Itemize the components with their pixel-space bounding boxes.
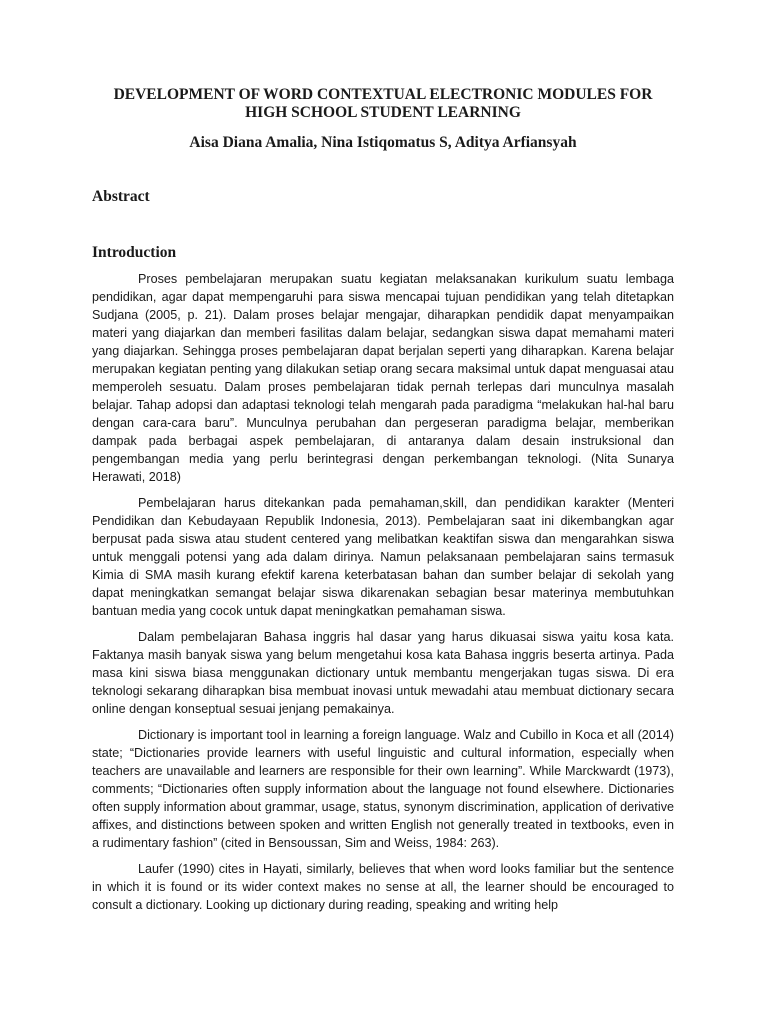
paragraph: Laufer (1990) cites in Hayati, similarly, believes that when word looks familiar but the sentence in which it is found or its wider context makes no sense at all, the learner should be encouraged to consult a dictionary. Looking up dictionary during reading, speaking and writing help bbox=[92, 862, 674, 912]
paper-title-line-2: HIGH SCHOOL STUDENT LEARNING bbox=[245, 104, 521, 121]
paper-authors: Aisa Diana Amalia, Nina Istiqomatus S, Aditya Arfiansyah bbox=[189, 134, 577, 151]
abstract-heading: Abstract bbox=[92, 188, 150, 205]
introduction-heading: Introduction bbox=[92, 244, 177, 261]
paragraph: Dictionary is important tool in learning a foreign language. Walz and Cubillo in Koca et all (2014) state; “Dictionaries provide learners with useful linguistic and cultural information, especially when teachers are unavailable and learners are responsible for their own learning”. While Marckwardt (1973), comments; “Dictionaries often supply information about the language not found elsewhere. Dictionaries often supply information about grammar, usage, status, synonym discrimination, application of derivative affixes, and distinctions between spoken and written English not generally treated in textbooks, even in a rudimentary fashion” (cited in Bensoussan, Sim and Weiss, 1984: 263). bbox=[92, 728, 674, 850]
paragraph: Pembelajaran harus ditekankan pada pemahaman,skill, dan pendidikan karakter (Menteri Pendidikan dan Kebudayaan Republik Indonesia, 2013). Pembelajaran saat ini dikembangkan agar berpusat pada siswa atau student centered yang melibatkan keaktifan siswa dan mengarahkan siswa untuk menggali potensi yang ada dalam dirinya. Namun pelaksanaan pembelajaran sains termasuk Kimia di SMA masih kurang efektif karena keterbatasan bahan dan sumber belajar di sekolah yang dapat meningkatkan semangat belajar siswa dikarenakan sebagian besar materinya membutuhkan bantuan media yang cocok untuk dapat meningkatkan pemahaman siswa. bbox=[92, 496, 674, 618]
introduction-body bbox=[92, 270, 674, 914]
paragraph: Proses pembelajaran merupakan suatu kegiatan melaksanakan kurikulum suatu lembaga pendidikan, agar dapat mempengaruhi para siswa mencapai tujuan pendidikan yang telah ditetapkan Sudjana (2005, p. 21). Dalam proses belajar mengajar, diharapkan pendidik dapat menyampaikan materi yang diajarkan dan memberi fasilitas dalam belajar, sedangkan siswa dapat memahami materi yang diajarkan. Sehingga proses pembelajaran dapat berjalan seperti yang diharapkan. Karena belajar merupakan kegiatan penting yang dilakukan setiap orang secara maksimal untuk dapat menguasai atau memperoleh sesuatu. Dalam proses pembelajaran tidak pernah terlepas dari munculnya masalah belajar. Tahap adopsi dan adaptasi teknologi telah mengarah pada paradigma “melakukan hal-hal baru dengan cara-cara baru”. Munculnya perubahan dan pergeseran paradigma belajar, memberikan dampak pada berbagai aspek pembelajaran, di antaranya dalam desain instruksional dan pengembangan media yang perlu berintegrasi dengan perkembangan teknologi. (Nita Sunarya Herawati, 2018) bbox=[92, 272, 674, 484]
paper-title-line-1: DEVELOPMENT OF WORD CONTEXTUAL ELECTRONIC MODULES FOR bbox=[113, 86, 653, 103]
document-page bbox=[92, 86, 674, 922]
paper-title bbox=[92, 86, 674, 122]
paragraph: Dalam pembelajaran Bahasa inggris hal dasar yang harus dikuasai siswa yaitu kosa kata. Faktanya masih banyak siswa yang belum mengetahui kosa kata Bahasa inggris beserta artinya. Pada masa kini siswa biasa menggunakan dictionary untuk membantu mengerjakan tugas siswa. Di era teknologi sekarang diharapkan bisa membuat inovasi untuk mewadahi atau membuat dictionary secara online dengan konseptual sesuai jenjang pemakainya. bbox=[92, 630, 674, 716]
